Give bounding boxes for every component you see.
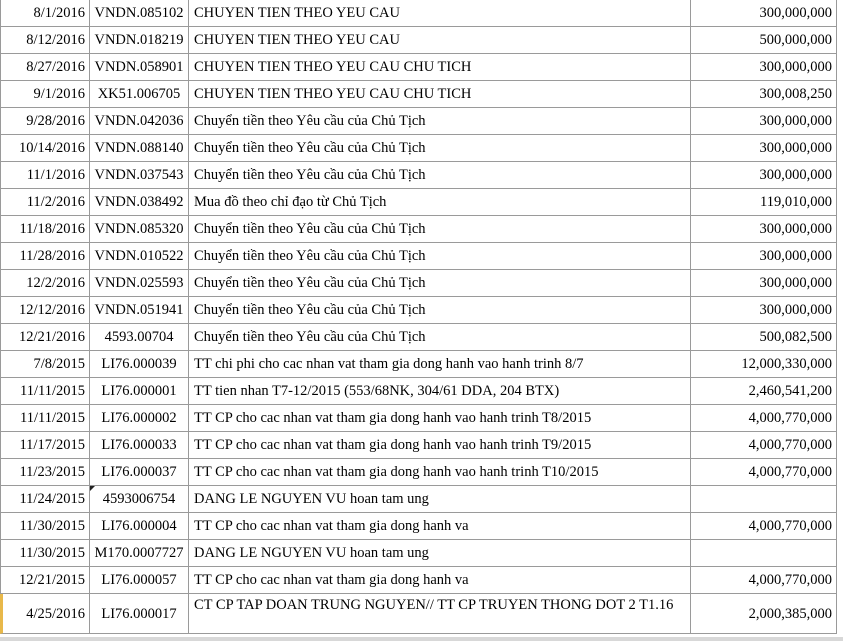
table-row[interactable] <box>0 216 843 243</box>
description-cell[interactable]: TT CP cho cac nhan vat tham gia dong hanh vao hanh trinh T8/2015 <box>189 405 691 432</box>
date-cell[interactable]: 11/11/2015 <box>0 378 90 405</box>
date-cell[interactable]: 8/1/2016 <box>0 0 90 27</box>
table-row[interactable] <box>0 108 843 135</box>
amount-cell[interactable]: 4,000,770,000 <box>691 567 837 594</box>
reference-cell[interactable]: LI76.000001 <box>90 378 189 405</box>
description-cell[interactable]: DANG LE NGUYEN VU hoan tam ung <box>189 540 691 567</box>
description-cell[interactable]: Chuyển tiền theo Yêu cầu của Chủ Tịch <box>189 243 691 270</box>
date-cell[interactable]: 7/8/2015 <box>0 351 90 378</box>
description-cell[interactable]: Chuyển tiền theo Yêu cầu của Chủ Tịch <box>189 216 691 243</box>
reference-cell[interactable]: VNDN.037543 <box>90 162 189 189</box>
amount-cell[interactable]: 119,010,000 <box>691 189 837 216</box>
table-row[interactable] <box>0 243 843 270</box>
table-row[interactable] <box>0 297 843 324</box>
comment-indicator-icon[interactable] <box>90 486 95 491</box>
description-cell[interactable]: CHUYEN TIEN THEO YEU CAU CHU TICH <box>189 81 691 108</box>
description-cell[interactable]: TT CP cho cac nhan vat tham gia dong hanh vao hanh trinh T10/2015 <box>189 459 691 486</box>
date-cell[interactable]: 12/21/2016 <box>0 324 90 351</box>
amount-cell[interactable]: 300,000,000 <box>691 243 837 270</box>
date-cell[interactable]: 11/17/2015 <box>0 432 90 459</box>
table-row[interactable] <box>0 270 843 297</box>
table-row[interactable] <box>0 405 843 432</box>
date-cell[interactable]: 11/11/2015 <box>0 405 90 432</box>
description-cell[interactable]: Chuyển tiền theo Yêu cầu của Chủ Tịch <box>189 162 691 189</box>
amount-cell[interactable]: 4,000,770,000 <box>691 459 837 486</box>
amount-cell[interactable]: 300,000,000 <box>691 162 837 189</box>
date-cell[interactable]: 11/23/2015 <box>0 459 90 486</box>
date-cell[interactable]: 9/1/2016 <box>0 81 90 108</box>
reference-cell[interactable]: VNDN.085320 <box>90 216 189 243</box>
description-cell[interactable]: Chuyển tiền theo Yêu cầu của Chủ Tịch <box>189 297 691 324</box>
description-cell[interactable]: Chuyển tiền theo Yêu cầu của Chủ Tịch <box>189 108 691 135</box>
description-cell[interactable]: TT tien nhan T7-12/2015 (553/68NK, 304/61 DDA, 204 BTX) <box>189 378 691 405</box>
table-row[interactable] <box>0 432 843 459</box>
amount-cell[interactable]: 300,000,000 <box>691 270 837 297</box>
amount-cell[interactable]: 500,000,000 <box>691 27 837 54</box>
date-cell[interactable]: 11/18/2016 <box>0 216 90 243</box>
reference-cell[interactable]: 4593006754 <box>90 486 189 513</box>
amount-cell[interactable]: 300,000,000 <box>691 54 837 81</box>
date-cell[interactable]: 9/28/2016 <box>0 108 90 135</box>
reference-cell[interactable]: LI76.000002 <box>90 405 189 432</box>
amount-cell[interactable] <box>691 540 837 567</box>
date-cell[interactable]: 11/2/2016 <box>0 189 90 216</box>
description-cell[interactable]: CHUYEN TIEN THEO YEU CAU <box>189 0 691 27</box>
table-row[interactable] <box>0 594 843 634</box>
amount-cell[interactable]: 300,000,000 <box>691 108 837 135</box>
reference-cell[interactable]: LI76.000004 <box>90 513 189 540</box>
table-row[interactable] <box>0 135 843 162</box>
description-cell[interactable]: TT CP cho cac nhan vat tham gia dong hanh vao hanh trinh T9/2015 <box>189 432 691 459</box>
amount-cell[interactable]: 500,082,500 <box>691 324 837 351</box>
reference-cell[interactable]: VNDN.088140 <box>90 135 189 162</box>
description-cell[interactable]: Mua đồ theo chỉ đạo từ Chủ Tịch <box>189 189 691 216</box>
table-row[interactable] <box>0 513 843 540</box>
date-cell[interactable]: 8/27/2016 <box>0 54 90 81</box>
table-row[interactable] <box>0 324 843 351</box>
date-cell[interactable]: 12/2/2016 <box>0 270 90 297</box>
description-cell[interactable]: Chuyển tiền theo Yêu cầu của Chủ Tịch <box>189 270 691 297</box>
table-row[interactable] <box>0 81 843 108</box>
reference-cell[interactable]: 4593.00704 <box>90 324 189 351</box>
reference-cell[interactable]: M170.0007727 <box>90 540 189 567</box>
amount-cell[interactable]: 300,000,000 <box>691 216 837 243</box>
amount-cell[interactable]: 300,000,000 <box>691 135 837 162</box>
description-cell[interactable]: CHUYEN TIEN THEO YEU CAU CHU TICH <box>189 54 691 81</box>
date-cell[interactable]: 11/24/2015 <box>0 486 90 513</box>
description-cell[interactable]: CHUYEN TIEN THEO YEU CAU <box>189 27 691 54</box>
table-row[interactable] <box>0 0 843 27</box>
description-cell[interactable]: TT CP cho cac nhan vat tham gia dong hanh va <box>189 567 691 594</box>
reference-cell[interactable]: LI76.000017 <box>90 594 189 634</box>
amount-cell[interactable]: 4,000,770,000 <box>691 513 837 540</box>
table-row[interactable] <box>0 351 843 378</box>
description-cell[interactable]: TT CP cho cac nhan vat tham gia dong hanh va <box>189 513 691 540</box>
description-cell[interactable]: DANG LE NGUYEN VU hoan tam ung <box>189 486 691 513</box>
description-cell[interactable]: TT chi phi cho cac nhan vat tham gia dong hanh vao hanh trinh 8/7 <box>189 351 691 378</box>
date-cell[interactable]: 10/14/2016 <box>0 135 90 162</box>
date-cell[interactable]: 12/21/2015 <box>0 567 90 594</box>
date-cell[interactable]: 4/25/2016 <box>0 594 90 634</box>
table-row[interactable] <box>0 27 843 54</box>
amount-cell[interactable] <box>691 486 837 513</box>
date-cell[interactable]: 11/30/2015 <box>0 540 90 567</box>
amount-cell[interactable]: 2,460,541,200 <box>691 378 837 405</box>
amount-cell[interactable]: 2,000,385,000 <box>691 594 837 634</box>
amount-cell[interactable]: 4,000,770,000 <box>691 432 837 459</box>
table-row[interactable] <box>0 54 843 81</box>
description-cell[interactable]: Chuyển tiền theo Yêu cầu của Chủ Tịch <box>189 324 691 351</box>
reference-cell[interactable]: VNDN.010522 <box>90 243 189 270</box>
table-row[interactable] <box>0 162 843 189</box>
amount-cell[interactable]: 300,000,000 <box>691 297 837 324</box>
amount-cell[interactable]: 12,000,330,000 <box>691 351 837 378</box>
amount-cell[interactable]: 4,000,770,000 <box>691 405 837 432</box>
reference-cell[interactable]: LI76.000039 <box>90 351 189 378</box>
date-cell[interactable]: 11/28/2016 <box>0 243 90 270</box>
reference-cell[interactable]: VNDN.042036 <box>90 108 189 135</box>
description-cell[interactable]: CT CP TAP DOAN TRUNG NGUYEN// TT CP TRUYEN THONG DOT 2 T1.16 <box>189 594 691 634</box>
description-cell[interactable]: Chuyển tiền theo Yêu cầu của Chủ Tịch <box>189 135 691 162</box>
reference-cell[interactable]: VNDN.051941 <box>90 297 189 324</box>
table-row[interactable] <box>0 540 843 567</box>
table-row[interactable] <box>0 459 843 486</box>
reference-cell[interactable]: XK51.006705 <box>90 81 189 108</box>
reference-cell[interactable]: LI76.000033 <box>90 432 189 459</box>
table-row[interactable] <box>0 567 843 594</box>
next-row-edge <box>0 637 843 641</box>
reference-cell[interactable]: VNDN.058901 <box>90 54 189 81</box>
reference-cell[interactable]: VNDN.025593 <box>90 270 189 297</box>
reference-cell[interactable]: LI76.000037 <box>90 459 189 486</box>
table-row[interactable] <box>0 486 843 513</box>
date-cell[interactable]: 8/12/2016 <box>0 27 90 54</box>
date-cell[interactable]: 11/30/2015 <box>0 513 90 540</box>
reference-cell[interactable]: VNDN.085102 <box>90 0 189 27</box>
reference-cell[interactable]: VNDN.038492 <box>90 189 189 216</box>
date-cell[interactable]: 12/12/2016 <box>0 297 90 324</box>
amount-cell[interactable]: 300,008,250 <box>691 81 837 108</box>
reference-cell[interactable]: VNDN.018219 <box>90 27 189 54</box>
date-cell[interactable]: 11/1/2016 <box>0 162 90 189</box>
table-row[interactable] <box>0 189 843 216</box>
amount-cell[interactable]: 300,000,000 <box>691 0 837 27</box>
table-row[interactable] <box>0 378 843 405</box>
reference-cell[interactable]: LI76.000057 <box>90 567 189 594</box>
